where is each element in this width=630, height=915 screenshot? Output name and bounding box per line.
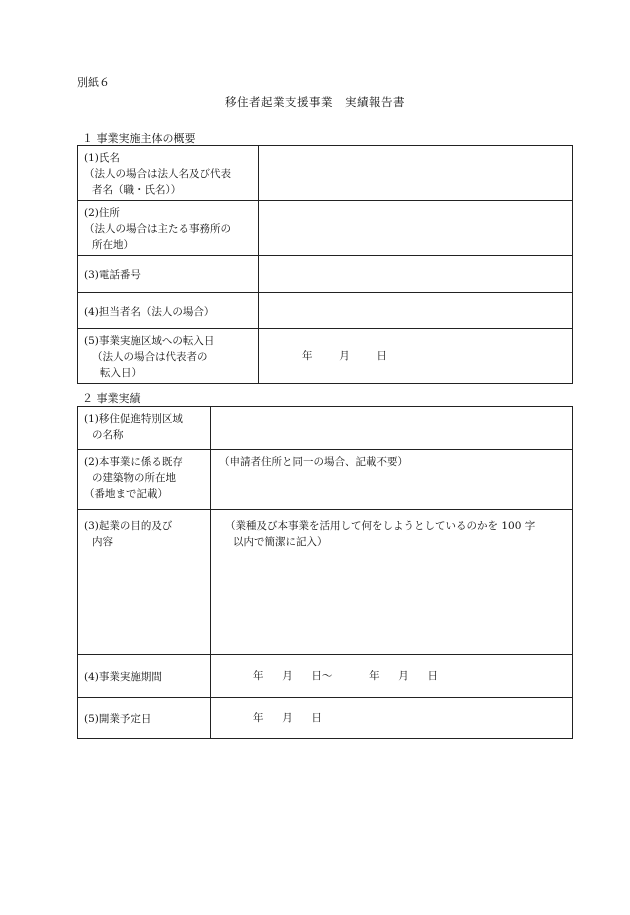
area-name-field[interactable] xyxy=(211,407,573,450)
date-day-label: 日 xyxy=(311,712,322,724)
date-day-label: 日～ xyxy=(311,670,333,682)
phone-field[interactable] xyxy=(259,256,573,293)
row-label-line: （法人の場合は代表者の xyxy=(92,351,208,363)
row-label-line: (5)事業実施区域への転入日 xyxy=(84,335,215,347)
row-label xyxy=(78,698,211,739)
date-year-label: 年 xyxy=(253,670,264,682)
date-year-label: 年 xyxy=(253,712,264,724)
section1-table xyxy=(77,145,573,384)
row-label-line: (5)開業予定日 xyxy=(84,713,152,725)
opening-date-field[interactable] xyxy=(211,698,573,739)
row-label-line: （法人の場合は法人名及び代表 xyxy=(84,168,231,180)
date-year-label: 年 xyxy=(369,670,380,682)
table-row xyxy=(78,698,573,739)
row-label-line: (3)電話番号 xyxy=(84,269,141,281)
row-label xyxy=(78,201,259,256)
implementation-period-field[interactable] xyxy=(211,655,573,698)
date-month-label: 月 xyxy=(282,670,293,682)
section2-heading: ２ 事業実績 xyxy=(82,392,141,405)
row-label-line: (3)起業の目的及び xyxy=(84,520,173,532)
section2-table xyxy=(77,406,573,739)
date-year-label: 年 xyxy=(302,350,313,362)
row-label-line: (2)住所 xyxy=(84,207,120,219)
building-location-field[interactable] xyxy=(211,450,573,510)
row-label-line: 転入日） xyxy=(100,367,142,379)
table-row xyxy=(78,407,573,450)
name-field[interactable] xyxy=(259,146,573,201)
row-label xyxy=(78,450,211,510)
row-label-line: 者名（職・氏名）） xyxy=(92,184,182,196)
row-label xyxy=(78,293,259,329)
row-label-line: の名称 xyxy=(92,429,124,441)
field-note: 以内で簡潔に記入） xyxy=(233,536,328,548)
date-month-label: 月 xyxy=(398,670,409,682)
table-row xyxy=(78,655,573,698)
row-label-line: の建築物の所在地 xyxy=(92,472,176,484)
row-label xyxy=(78,510,211,655)
row-label-line: （番地まで記載） xyxy=(84,488,168,500)
date-day-label: 日 xyxy=(376,350,387,362)
field-note: （申請者住所と同一の場合、記載不要） xyxy=(219,456,408,468)
table-row xyxy=(78,201,573,256)
row-label xyxy=(78,329,259,384)
page-title: 移住者起業支援事業 実績報告書 xyxy=(225,95,405,109)
field-note: （業種及び本事業を活用して何をしようとしているのかを 100 字 xyxy=(225,520,536,532)
row-label-line: (1)氏名 xyxy=(84,152,120,164)
row-label-line: (4)事業実施期間 xyxy=(84,671,162,683)
table-row xyxy=(78,146,573,201)
contact-person-field[interactable] xyxy=(259,293,573,329)
section1-heading: １ 事業実施主体の概要 xyxy=(82,132,196,145)
move-in-date-field[interactable] xyxy=(259,329,573,384)
address-field[interactable] xyxy=(259,201,573,256)
row-label xyxy=(78,655,211,698)
row-label xyxy=(78,256,259,293)
form-reference: 別紙６ xyxy=(77,76,110,89)
row-label-line: (4)担当者名（法人の場合） xyxy=(84,305,215,318)
row-label xyxy=(78,146,259,201)
table-row xyxy=(78,329,573,384)
row-label-line: （法人の場合は主たる事務所の xyxy=(84,223,231,235)
table-row xyxy=(78,256,573,293)
date-month-label: 月 xyxy=(282,712,293,724)
date-month-label: 月 xyxy=(339,350,350,362)
row-label-line: (1)移住促進特別区域 xyxy=(84,413,183,425)
table-row xyxy=(78,510,573,655)
table-row xyxy=(78,293,573,329)
table-row xyxy=(78,450,573,510)
row-label-line: (2)本事業に係る既存 xyxy=(84,456,183,468)
date-day-label: 日 xyxy=(427,670,438,682)
business-purpose-field[interactable] xyxy=(211,510,573,655)
row-label xyxy=(78,407,211,450)
row-label-line: 所在地） xyxy=(92,239,134,251)
row-label-line: 内容 xyxy=(92,536,113,548)
